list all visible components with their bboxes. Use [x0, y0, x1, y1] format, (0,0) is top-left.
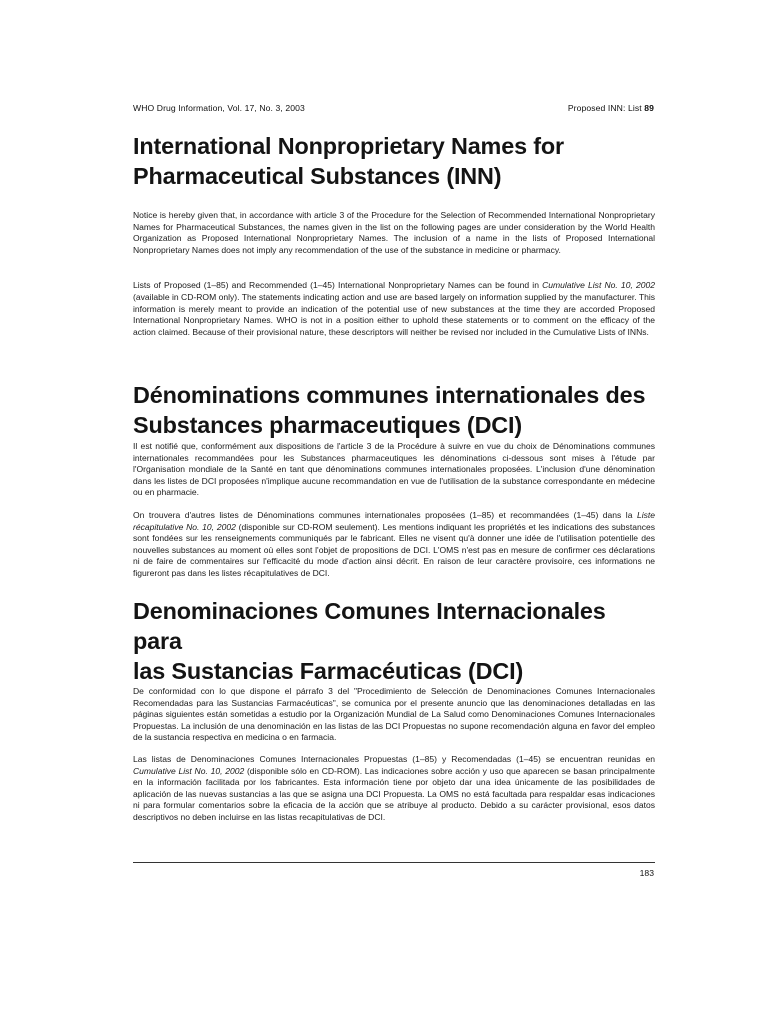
section-spanish: [133, 596, 655, 824]
title-line-2: Pharmaceutical Substances (INN): [133, 163, 502, 189]
title-line-1: Dénominations communes internationales des: [133, 382, 646, 408]
footer-divider: [133, 862, 655, 863]
title-line-2: Substances pharmaceutiques (DCI): [133, 412, 523, 438]
lists-paragraph-start: Lists of Proposed (1–85) and Recommended (1–45) International Nonproprietary Names can be found in: [133, 280, 543, 291]
list-label-prefix: Proposed INN: List: [567, 103, 645, 113]
journal-citation: WHO Drug Information, Vol. 17, No. 3, 2003: [133, 103, 305, 113]
lists-paragraph: [133, 510, 655, 580]
notice-paragraph: Il est notifié que, conformément aux dispositions de l'article 3 de la Procédure à suivre en vue du choix de Dénominations communes internationales recommandées pour les Substances pharmaceutiques les dénominations ci-dessous sont mises à l'étude par l'Organisation mondiale de la Santé en tant que dénominations communes internationales proposées. L'inclusion d'une dénomination dans les listes de DCI proposées n'implique aucune recommandation en vue de l'utilisation de la substance correspondante en médecine ou en pharmacie.: [133, 441, 655, 498]
running-header: [133, 103, 654, 113]
title-line-1: International Nonproprietary Names for: [133, 133, 565, 159]
lists-paragraph-end: (disponible sur CD-ROM seulement). Les mentions indiquant les propriétés et les indications des substances sont fondées sur les renseignements communiqués par le fabricant. Elles ne visent qu'à donner une idée de l'utilisation potentielle des nouvelles substances au moment où elles sont l'objet de propositions de DCI. L'OMS n'est pas en mesure de confirmer ces déclarations ni de faire de commentaires sur l'efficacité du mode d'action ainsi décrit. En raison de leur caractère provisoire, ces informations ne figureront pas dans les listes récapitulatives de DCI.: [133, 521, 655, 578]
section-title-spanish: [133, 596, 655, 686]
cumulative-list-reference: Cumulative List No. 10, 2002: [542, 280, 655, 291]
page-number: 183: [639, 868, 654, 878]
cumulative-list-reference: Liste récapitulative No. 10, 2002: [133, 509, 655, 532]
lists-paragraph: [133, 280, 655, 338]
section-title-english: [133, 131, 655, 191]
list-number: 89: [644, 103, 654, 113]
lists-paragraph-start: Las listas de Denominaciones Comunes Internacionales Propuestas (1–85) y Recomendadas (1–45) se encuentran reunidas en: [133, 753, 655, 764]
lists-paragraph-end: (disponible sólo en CD-ROM). Las indicaciones sobre acción y uso que aparecen se basan principalmente en la información facilitada por los fabricantes. Esta información tiene por objeto dar una idea únicamente de las posibilidades de aplicación de las nuevas sustancias a las que se asigna una DCI Propuesta. La OMS no está facultada para respaldar esas indicaciones ni para formular comentarios sobre la eficacia de la acción que se atribuye al producto. Debido a su carácter provisional, esos datos descriptivos no deben incluirse en las listas recapitulativas de DCI.: [133, 765, 655, 822]
lists-paragraph: [133, 754, 655, 824]
lists-paragraph-start: On trouvera d'autres listes de Dénominations communes internationales proposées (1–85) et recommandées (1–45) dans la: [133, 509, 637, 520]
list-label: [568, 103, 654, 113]
section-title-french: [133, 380, 655, 440]
section-french: [133, 380, 655, 580]
notice-paragraph: De conformidad con lo que dispone el párrafo 3 del "Procedimiento de Selección de Denominaciones Comunes Internacionales Recomendadas para las Sustancias Farmacéuticas", se comunica por el presente anuncio que las denominaciones detalladas en las páginas siguientes están sometidas a estudio por la Organización Mundial de La Salud como Denominaciones Comunes Internacionales Propuestas. La inclusión de una denominación en las listas de las DCI Propuestas no supone recomendación alguna en favor del empleo de la sustancia respectiva en medicina o en farmacia.: [133, 686, 655, 743]
title-line-2: las Sustancias Farmacéuticas (DCI): [133, 658, 524, 684]
section-english: [133, 131, 655, 338]
title-line-1: Denominaciones Comunes Internacionales para: [133, 598, 606, 654]
notice-paragraph: Notice is hereby given that, in accordance with article 3 of the Procedure for the Selection of Recommended International Nonproprietary Names for Pharmaceutical Substances, the names given in the list on the following pages are under consideration by the World Health Organization as Proposed International Nonproprietary Names. The inclusion of a name in the lists of Proposed International Nonproprietary Names does not imply any recommendation of the use of the substance in medicine or pharmacy.: [133, 210, 655, 255]
lists-paragraph-end: (available in CD-ROM only). The statements indicating action and use are based largely on information supplied by the manufacturer. This information is merely meant to provide an indication of the potential use of new substances at the time they are accorded Proposed International Nonproprietary Names. WHO is not in a position either to uphold these statements or to comment on the efficacy of the action claimed. Because of their provisional nature, these descriptors will neither be revised nor included in the Cumulative Lists of INNs.: [133, 291, 655, 337]
cumulative-list-reference: Cumulative List No. 10, 2002: [133, 765, 245, 776]
